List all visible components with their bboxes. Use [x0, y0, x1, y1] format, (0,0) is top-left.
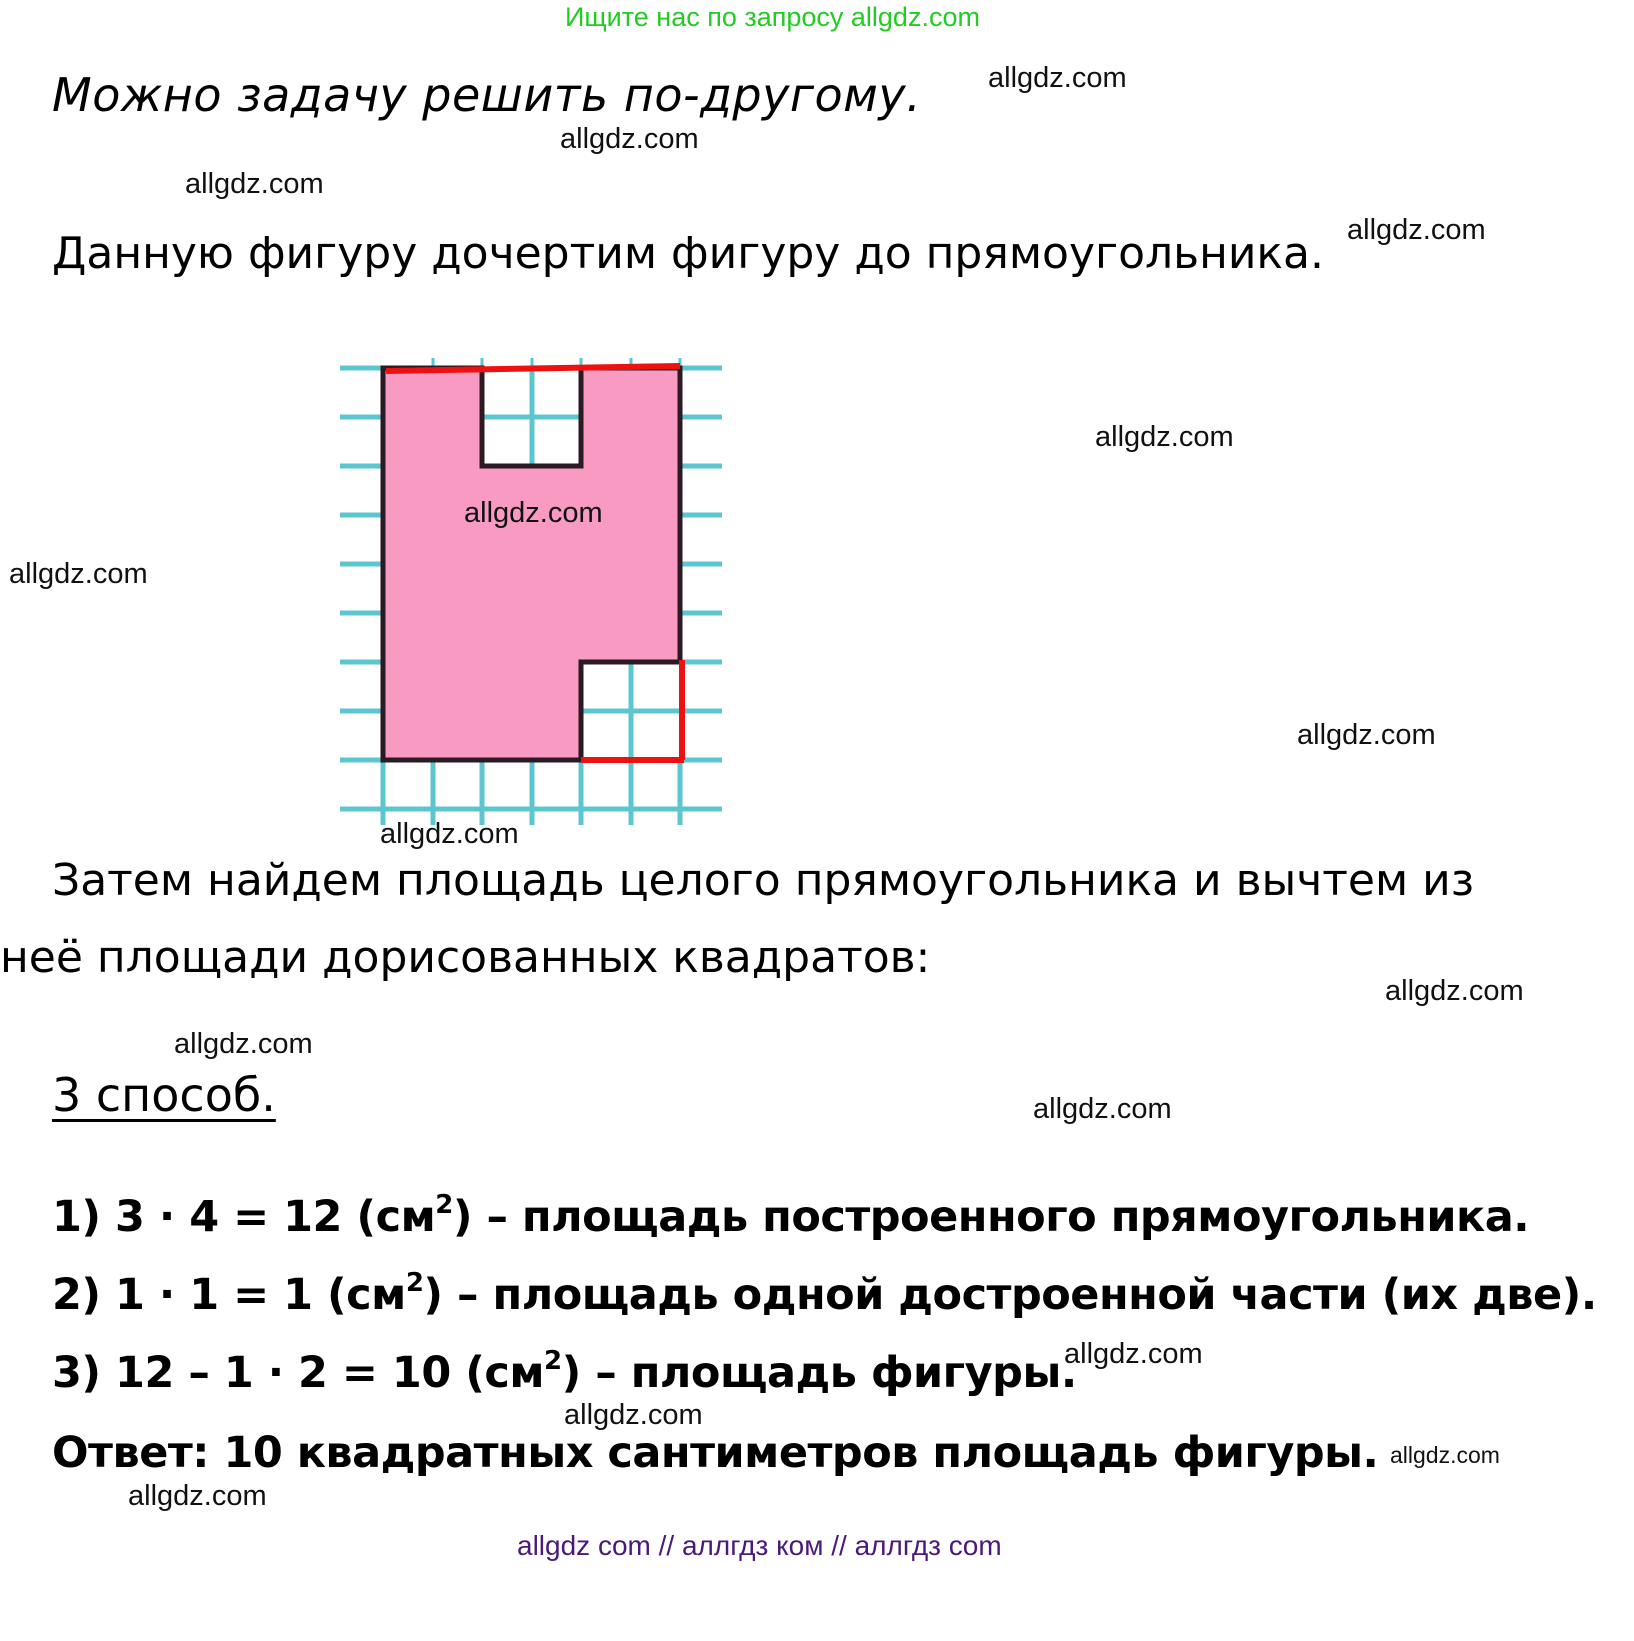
step-2-sup: 2 [405, 1268, 424, 1298]
method-heading: 3 способ. [52, 1068, 276, 1122]
step-2 [52, 1270, 1597, 1320]
watermark: allgdz.com [564, 1399, 703, 1431]
watermark: allgdz.com [1347, 214, 1486, 246]
footer-links: allgdz com // аллгдз ком // аллгдз com [517, 1530, 1002, 1561]
watermark: allgdz.com [128, 1480, 267, 1512]
paragraph-2-line-1: Затем найдем площадь целого прямоугольника и вычтем из [52, 855, 1475, 906]
step-3 [52, 1348, 1077, 1398]
watermark: allgdz.com [9, 558, 148, 590]
watermark: allgdz.com [1385, 975, 1524, 1007]
watermark: allgdz.com [1064, 1338, 1203, 1370]
watermark: allgdz.com [1033, 1093, 1172, 1125]
step-2-desc: ) – площадь одной достроенной части (их две). [423, 1270, 1597, 1320]
step-1-sup: 2 [435, 1190, 453, 1220]
step-1-desc: ) – площадь построенного прямоугольника. [452, 1192, 1530, 1242]
step-1 [52, 1192, 1529, 1242]
watermark: allgdz.com [464, 497, 603, 529]
step-3-desc: ) – площадь фигуры. [561, 1348, 1077, 1398]
watermark: allgdz.com [185, 168, 324, 200]
watermark: allgdz.com [1390, 1442, 1500, 1468]
step-3-sup: 2 [544, 1346, 562, 1376]
watermark: allgdz.com [174, 1028, 313, 1060]
search-banner: Ищите нас по запросу allgdz.com [565, 2, 980, 32]
watermark: allgdz.com [988, 62, 1127, 94]
answer: Ответ: 10 квадратных сантиметров площадь фигуры. [52, 1428, 1379, 1478]
watermark: allgdz.com [1297, 719, 1436, 751]
watermark: allgdz.com [380, 818, 519, 850]
step-3-expr: 3) 12 – 1 · 2 = 10 (см [52, 1348, 545, 1398]
title: Можно задачу решить по-другому. [52, 68, 922, 122]
watermark: allgdz.com [1095, 421, 1234, 453]
watermark: allgdz.com [560, 123, 699, 155]
grid-figure [320, 340, 740, 844]
paragraph-1: Данную фигуру дочертим фигуру до прямоугольника. [52, 228, 1324, 279]
step-2-expr: 2) 1 · 1 = 1 (см [52, 1270, 406, 1320]
step-1-expr: 1) 3 · 4 = 12 (см [52, 1192, 436, 1242]
paragraph-2-line-2: неё площади дорисованных квадратов: [0, 932, 931, 983]
